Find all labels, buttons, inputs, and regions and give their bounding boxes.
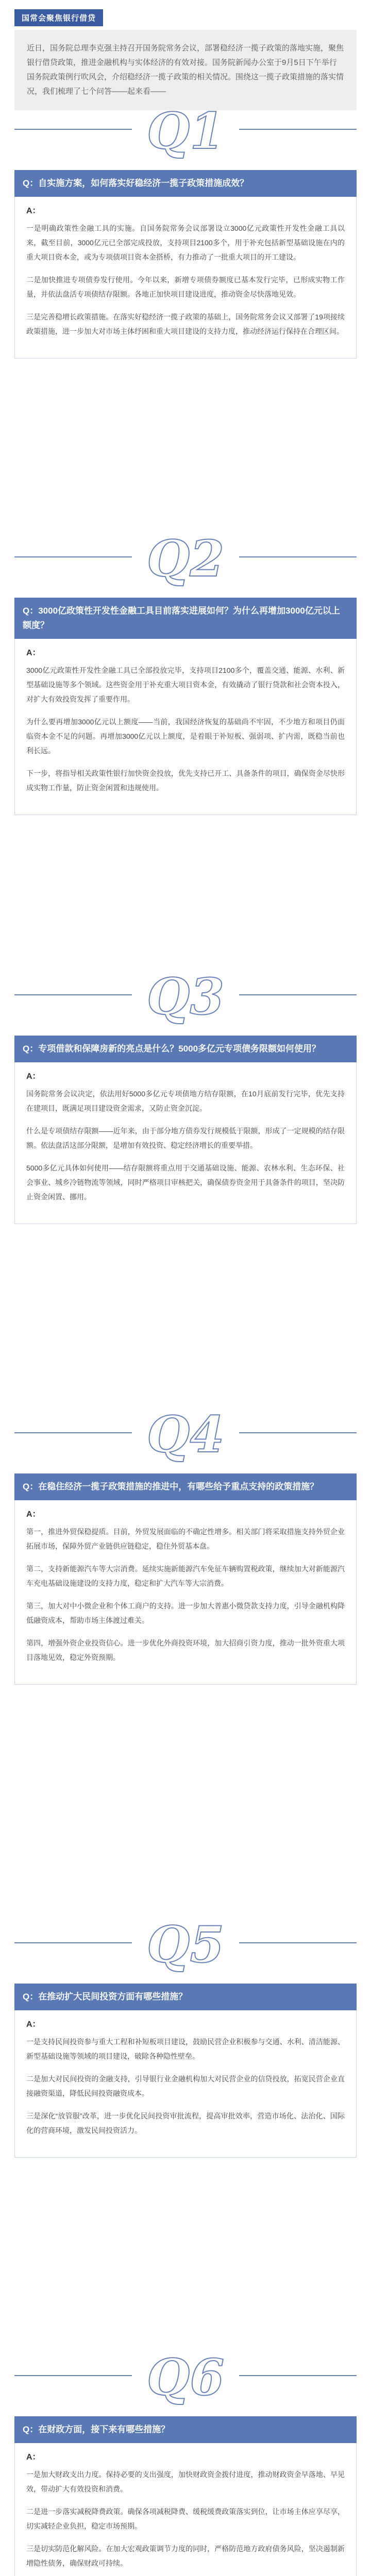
answer-paragraph: 一是加大财政支出力度。保持必要的支出强度，加快财政资金拨付进度，推动财政资金早落地、早见效，带动扩大有效投资和消费。 bbox=[26, 2470, 345, 2493]
question-title: Q：在稳住经济一揽子政策措施的推进中，有哪些给予重点支持的政策措施？ bbox=[14, 1473, 357, 1500]
answer-paragraph: 什么是专项债结存限额——近年来，由于部分地方债券发行规模低于限额，形成了一定规模的结存限额。依法盘活这部分限额，是增加有效投资、稳定经济增长的重要举措。 bbox=[26, 1127, 345, 1149]
divider bbox=[239, 2375, 357, 2376]
question-title: Q：3000亿政策性开发性金融工具目前落实进展如何？为什么再增加3000亿元以上额度？ bbox=[14, 598, 357, 639]
answer-label: A： bbox=[26, 2020, 41, 2029]
divider bbox=[239, 994, 357, 995]
question-title: Q：在财政方面，接下来有哪些措施？ bbox=[14, 2416, 357, 2443]
answer-box bbox=[14, 2010, 357, 2158]
section-number: Q3 bbox=[146, 968, 225, 1026]
answer-label: A： bbox=[26, 207, 41, 215]
answer-paragraph: 5000多亿元具体如何使用——结存限额将重点用于交通基础设施、能源、农林水利、生态环保、社会事业、城乡冷链物流等领域，同时严格项目审核把关，确保债券资金用于具备条件的项目，坚决防止资金闲置、挪用。 bbox=[26, 1164, 345, 1201]
answer-box bbox=[14, 197, 357, 359]
answer-paragraph: 国务院常务会议决定，依法用好5000多亿元专项债地方结存限额，在10月底前发行完毕，优先支持在建项目，既满足项目建设资金需求，又防止资金沉淀。 bbox=[26, 1090, 345, 1112]
answer-paragraph: 三是深化“放管服”改革，进一步优化民间投资审批流程，提高审批效率，营造市场化、法治化、国际化的营商环境，激发民间投资活力。 bbox=[26, 2112, 345, 2134]
section-number: Q5 bbox=[146, 1916, 225, 1974]
section-q2 bbox=[14, 531, 357, 815]
question-title: Q：专项借款和保障房新的亮点是什么？5000多亿元专项债务限额如何使用？ bbox=[14, 1036, 357, 1062]
divider bbox=[239, 556, 357, 557]
section-number: Q6 bbox=[146, 2348, 225, 2406]
section-heading bbox=[14, 1917, 357, 1984]
answer-paragraph: 三是切实防范化解风险。在加大宏观政策调节力度的同时，严格防范地方政府债务风险，坚决遏制新增隐性债务，确保财政可持续。 bbox=[26, 2545, 345, 2567]
divider bbox=[239, 129, 357, 130]
answer-paragraph: 一是支持民间投资参与重大工程和补短板项目建设，鼓励民营企业积极参与交通、水利、清洁能源、新型基础设施等领域的项目建设，破除各种隐性壁垒。 bbox=[26, 2038, 345, 2060]
answer-label: A： bbox=[26, 649, 41, 657]
answer-paragraph: 二是进一步落实减税降费政策。确保各项减税降费、缓税缓费政策落实到位，让市场主体应享尽享，切实减轻企业负担，稳定市场预期。 bbox=[26, 2507, 345, 2530]
section-q5 bbox=[14, 1917, 357, 2158]
answer-paragraph: 三是完善稳增长政策措施。在落实好稳经济一揽子政策的基础上，国务院常务会议又部署了19项接续政策措施，进一步加大对市场主体纾困和重大项目建设的支持力度，推动经济运行保持在合理区间。 bbox=[26, 313, 345, 335]
answer-label: A： bbox=[26, 2453, 41, 2462]
section-heading bbox=[14, 531, 357, 598]
section-number: Q4 bbox=[146, 1405, 225, 1464]
answer-paragraph: 一是明确政策性金融工具的实施。自国务院常务会议部署设立3000亿元政策性开发性金融工具以来，截至目前，3000亿元已全部完成投放，支持项目2100多个，用于补充包括新型基础设施在内的重大项目资本金，或为专项债项目资本金搭桥，有力推动了一批重大项目的开工建设。 bbox=[26, 224, 345, 261]
question-title: Q：自实施方案，如何落实好稳经济一揽子政策措施成效？ bbox=[14, 170, 357, 197]
section-heading bbox=[14, 103, 357, 170]
answer-box bbox=[14, 1500, 357, 1685]
answer-paragraph: 第四，增强外资企业投资信心。进一步优化外商投资环境，加大招商引资力度，推动一批外资重大项目落地见效，稳定外资预期。 bbox=[26, 1639, 345, 1662]
answer-label: A： bbox=[26, 1510, 41, 1519]
header-tag: 国常会聚焦银行借贷 bbox=[14, 9, 103, 26]
divider bbox=[239, 1942, 357, 1943]
section-q6 bbox=[14, 2349, 357, 2576]
section-q1 bbox=[14, 103, 357, 359]
section-heading bbox=[14, 1406, 357, 1473]
answer-paragraph: 第二，支持新能源汽车等大宗消费。延续实施新能源汽车免征车辆购置税政策，继续加大对新能源汽车充电基础设施建设的支持力度，稳定和扩大汽车等大宗消费。 bbox=[26, 1565, 345, 1587]
section-q3 bbox=[14, 969, 357, 1224]
section-heading bbox=[14, 2349, 357, 2416]
answer-paragraph: 为什么要再增加3000亿元以上额度——当前，我国经济恢复的基础尚不牢固，不少地方和项目仍面临资本金不足的问题。再增加3000亿元以上额度，是着眼于补短板、强弱项、扩内需，既稳当前也利长远。 bbox=[26, 718, 345, 755]
section-heading bbox=[14, 969, 357, 1036]
answer-box bbox=[14, 2443, 357, 2576]
answer-paragraph: 二是加快推进专项债券发行使用。今年以来，新增专项债券额度已基本发行完毕，已形成实物工作量，并依法盘活专项债结存限额。各地正加快项目建设进度，推动资金尽快落地见效。 bbox=[26, 276, 345, 298]
question-title: Q：在推动扩大民间投资方面有哪些措施？ bbox=[14, 1984, 357, 2010]
answer-paragraph: 第三，加大对中小微企业和个体工商户的支持。进一步加大普惠小微贷款支持力度，引导金融机构降低融资成本，帮助市场主体渡过难关。 bbox=[26, 1602, 345, 1624]
answer-box bbox=[14, 639, 357, 815]
answer-label: A： bbox=[26, 1072, 41, 1081]
section-q4 bbox=[14, 1406, 357, 1685]
intro-text: 近日，国务院总理李克强主持召开国务院常务会议，部署稳经济一揽子政策的落地实施，聚焦银行借贷政策，推进金融机构与实体经济的有效对接。国务院新闻办公室于9月5日下午举行国务院政策例行吹风会，介绍稳经济一揽子政策的相关情况。围绕这一揽子政策措施的落实情况，我们梳理了七个问答——起来看—— bbox=[14, 30, 357, 110]
answer-paragraph: 第一，推进外贸保稳提质。目前，外贸发展面临的不确定性增多。相关部门将采取措施支持外贸企业拓展市场，保障外贸产业链供应链稳定，稳住外贸基本盘。 bbox=[26, 1528, 345, 1550]
section-number: Q1 bbox=[146, 102, 225, 160]
answer-box bbox=[14, 1062, 357, 1224]
section-number: Q2 bbox=[146, 530, 225, 588]
answer-paragraph: 3000亿元政策性开发性金融工具已全部投放完毕，支持项目2100多个，覆盖交通、能源、水利、新型基础设施等多个领域。这些资金用于补充重大项目资本金，有效撬动了银行贷款和社会资本投入，对扩大有效投资发挥了重要作用。 bbox=[26, 666, 345, 703]
divider bbox=[239, 1432, 357, 1433]
answer-paragraph: 二是加大对民间投资的金融支持，引导银行业金融机构加大对民营企业的信贷投放，拓宽民营企业直接融资渠道，降低民间投资融资成本。 bbox=[26, 2075, 345, 2097]
answer-paragraph: 下一步，将指导相关政策性银行加快资金投放，优先支持已开工、具备条件的项目，确保资金尽快形成实物工作量，防止资金闲置和违规使用。 bbox=[26, 769, 345, 792]
